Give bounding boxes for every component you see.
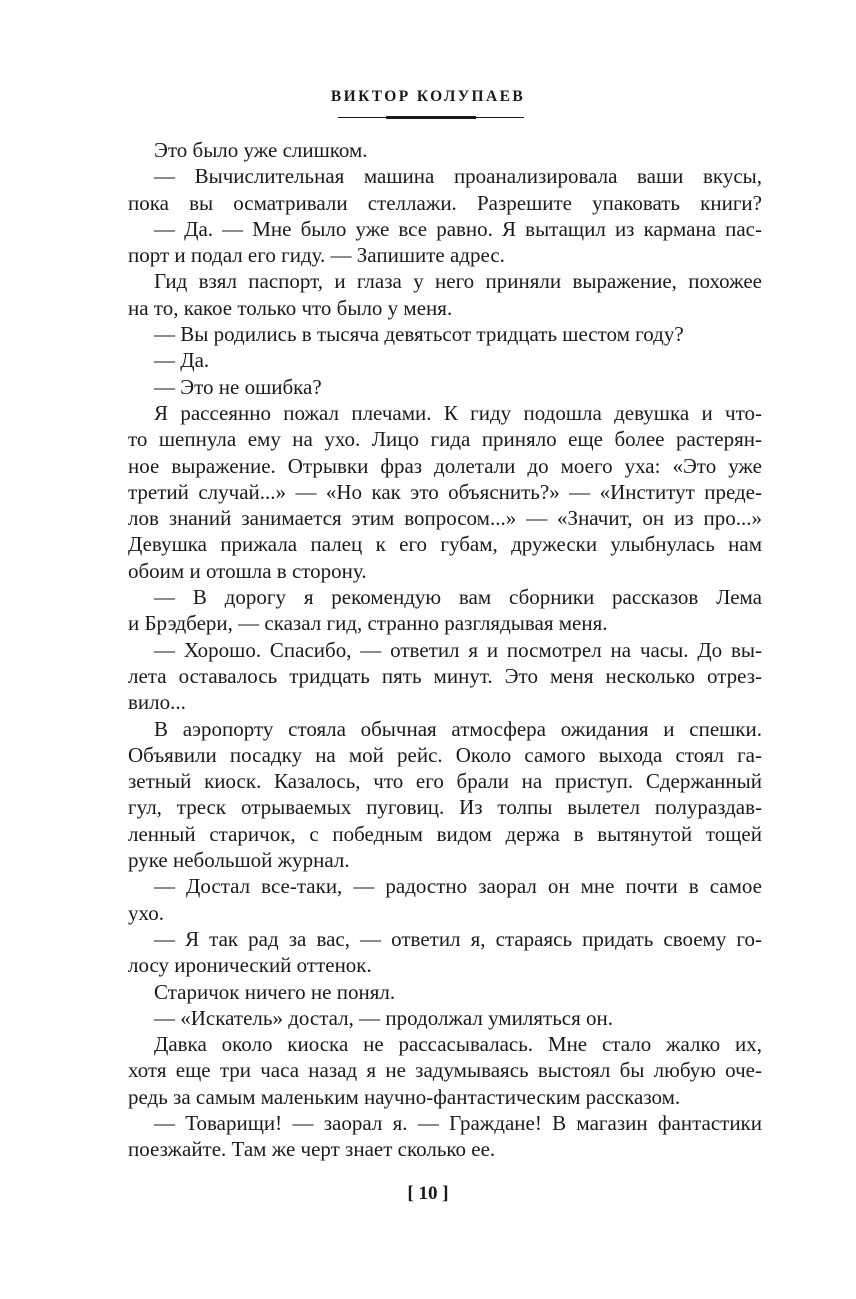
running-header-author: ВИКТОР КОЛУПАЕВ (330, 88, 526, 105)
text-line: гул, треск отрываемых пуговиц. Из толпы вылетел полураздав- (128, 795, 762, 820)
text-line: Это было уже слишком. (154, 138, 368, 162)
text-line: на то, какое только что было у меня. (128, 295, 453, 320)
text-line: — Товарищи! — заорал я. — Граждане! В магазин фантастики (154, 1110, 762, 1135)
text-line: Девушка прижала палец к его губам, дружески улыбнулась нам (128, 532, 762, 557)
text-line: — В дорогу я рекомендую вам сборники рассказов Лема (154, 585, 762, 610)
text-line: зетный киоск. Казалось, что его брали на приступ. Сдержанный (128, 769, 762, 794)
text-line: хотя еще три часа назад я не задумываясь выстоял бы любую оче- (128, 1058, 762, 1083)
text-line: — Хорошо. Спасибо, — ответил я и посмотрел на часы. До вы- (154, 637, 762, 662)
text-line: — Вы родились в тысяча девятьсот тридцать шестом году? (154, 322, 684, 347)
text-line: Объявили посадку на мой рейс. Около самого выхода стоял га- (128, 742, 762, 767)
text-line: ухо. (128, 900, 164, 925)
text-line: — Да. — Мне было уже все равно. Я вытащил из кармана пас- (154, 216, 762, 241)
text-line: — Это не ошибка? (154, 374, 322, 399)
body-text (128, 137, 762, 1163)
text-line: В аэропорту стояла обычная атмосфера ожидания и спешки. (154, 716, 762, 741)
text-line: — Вычислительная машина проанализировала ваши вкусы, (154, 164, 762, 189)
text-line: и Брэдбери, — сказал гид, странно разглядывая меня. (128, 611, 608, 636)
text-line: пока вы осматривали стеллажи. Разрешите упаковать книги? (128, 190, 762, 215)
text-line: — Да. (154, 348, 210, 373)
text-line: лета оставалось тридцать пять минут. Это меня несколько отрез- (128, 663, 762, 688)
text-line: то шепнула ему на ухо. Лицо гида приняло еще более растерян- (128, 427, 762, 452)
text-line: Гид взял паспорт, и глаза у него приняли выражение, похожее (154, 269, 762, 294)
text-line: Я рассеянно пожал плечами. К гиду подошла девушка и что- (154, 400, 762, 425)
text-line: обоим и отошла в сторону. (128, 558, 367, 583)
text-line: ное выражение. Отрывки фраз долетали до моего уха: «Это уже (128, 453, 762, 478)
text-line: редь за самым маленьким научно-фантастическим рассказом. (128, 1084, 681, 1109)
text-line: — Достал все-таки, — радостно заорал он мне почти в самое (154, 874, 762, 899)
text-line: ленный старичок, с победным видом держа в вытянутой тощей (128, 821, 762, 846)
text-line: — «Искатель» достал, — продолжал умиляться он. (154, 1005, 614, 1030)
text-line: вило... (128, 690, 186, 715)
text-line: поезжайте. Там же черт знает сколько ее. (128, 1137, 496, 1162)
text-line: порт и подал его гиду. — Запишите адрес. (128, 243, 505, 268)
text-line: лов знаний занимается этим вопросом...» — «Значит, он из про...» (128, 506, 762, 531)
text-line: лосу иронический оттенок. (128, 953, 372, 978)
text-line: Старичок ничего не понял. (154, 979, 396, 1004)
page-number: [ 10 ] (407, 1183, 449, 1204)
header-rule-accent (386, 116, 476, 119)
text-line: — Я так рад за вас, — ответил я, стараясь придать своему го- (154, 926, 762, 951)
text-line: третий случай...» — «Но как это объяснить?» — «Институт преде- (128, 479, 762, 504)
text-line: Давка около киоска не рассасывалась. Мне стало жалко их, (154, 1032, 762, 1057)
text-line: руке небольшой журнал. (128, 848, 350, 873)
